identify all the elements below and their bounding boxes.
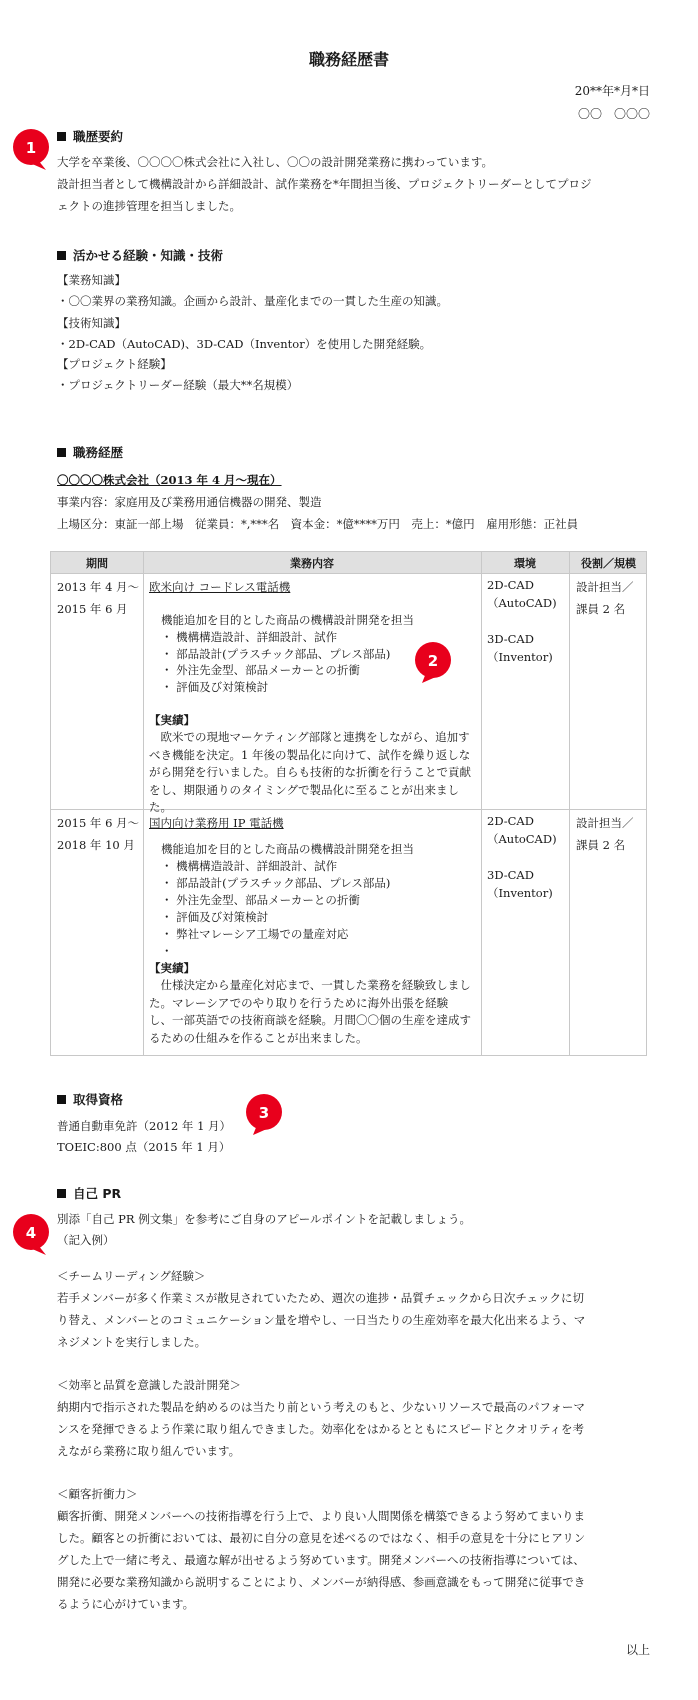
row1-bullet: ・ 外注先金型、部品メーカーとの折衝 (161, 663, 360, 677)
skills-line: 【プロジェクト経験】 (57, 357, 172, 371)
applicant-name: 〇〇 〇〇〇 (577, 107, 650, 121)
closing-mark: 以上 (625, 1643, 650, 1657)
section-qualifications-heading: 取得資格 (57, 1090, 123, 1108)
skills-line: ・2D-CAD（AutoCAD)、3D-CAD（Inventor）を使用した開発経験。 (57, 337, 432, 351)
pr-block-title: ＜効率と品質を意識した設計開発＞ (57, 1378, 241, 1392)
row1-result-label: 【実績】 (149, 713, 195, 727)
square-bullet-icon (57, 1189, 66, 1198)
row2-result-label: 【実績】 (149, 961, 195, 975)
document-title: 職務経歴書 (308, 50, 389, 69)
marker-2-number: 2 (427, 652, 439, 670)
square-bullet-icon (57, 132, 66, 141)
pr-block-title: ＜チームリーディング経験＞ (57, 1269, 206, 1283)
pr-line: グした上で一緒に考え、最適な解が出せるよう努めています。開発メンバーへの技術指導については、 (57, 1553, 585, 1567)
marker-3 (241, 1092, 287, 1138)
square-bullet-icon (57, 251, 66, 260)
row2-bullet: ・ 部品設計(プラスチック部品、プレス部品) (161, 876, 391, 890)
skills-line: ・〇〇業界の業務知識。企画から設計、量産化までの一貫した生産の知識。 (57, 294, 448, 308)
row1-bullet: ・ 機構構造設計、詳細設計、試作 (161, 630, 338, 644)
pr-line: 顧客折衝、開発メンバーへの技術指導を行う上で、より良い人間関係を構築できるよう努めてまいりま (57, 1509, 585, 1523)
skills-line: ・プロジェクトリーダー経験（最大**名規模） (57, 378, 299, 392)
row2-bullet: ・ 評価及び対策検討 (161, 910, 269, 924)
summary-line: 大学を卒業後、〇〇〇〇株式会社に入社し、〇〇の設計開発業務に携わっています。 (57, 155, 493, 169)
row1-bullet: ・ 評価及び対策検討 (161, 680, 269, 694)
marker-3-number: 3 (258, 1104, 270, 1122)
section-skills-heading: 活かせる経験・知識・技術 (57, 246, 223, 264)
row2-bullet: ・ 外注先金型、部品メーカーとの折衝 (161, 893, 360, 907)
row2-bullet: ・ 機構構造設計、詳細設計、試作 (161, 859, 338, 873)
skills-line: 【技術知識】 (57, 316, 126, 330)
marker-4 (8, 1212, 54, 1258)
square-bullet-icon (57, 448, 66, 457)
qualification-item: TOEIC:800 点（2015 年 1 月） (57, 1140, 231, 1154)
pr-intro: 別添「自己 PR 例文集」を参考にご自身のアピールポイントを記載しましょう。 (57, 1212, 472, 1226)
pr-line: ネジメントを実行しました。 (57, 1335, 207, 1349)
row1-period: 2013 年 4 月～ 2015 年 6 月 (57, 580, 140, 616)
row2-result-text: 仕様決定から量産化対応まで、一貫した業務を経験致しました。マレーシアでのやり取りを行うために海外出張を経験し、一部英語での技術商談を経験。月間〇〇個の生産を達成するための仕組みを作ることが出来ました。 (149, 978, 471, 1045)
company-business: 事業内容：家庭用及び業務用通信機器の開発、製造 (57, 495, 322, 509)
row2-environment: 2D-CAD （AutoCAD) 3D-CAD （Inventor) (487, 814, 557, 900)
row1-project-title: 欧米向け コードレス電話機 (149, 580, 291, 594)
row2-intro: 機能追加を目的とした商品の機構設計開発を担当 (161, 842, 414, 856)
marker-1-number: 1 (25, 139, 37, 157)
row2-role: 設計担当／ 課員 2 名 (576, 816, 634, 852)
skills-line: 【業務知識】 (57, 273, 126, 287)
document-date: 20**年*月*日 (574, 84, 650, 98)
pr-line: 納期内で指示された製品を納めるのは当たり前という考えのもと、少ないリソースで最高のパフォーマ (57, 1400, 585, 1414)
pr-line: した。顧客との折衝においては、最初に自分の意見を述べるのではなく、相手の意見を十分にヒアリン (57, 1531, 586, 1545)
row1-role: 設計担当／ 課員 2 名 (576, 580, 634, 616)
square-bullet-icon (57, 1095, 66, 1104)
marker-4-number: 4 (25, 1224, 37, 1242)
pr-block-title: ＜顧客折衝力＞ (57, 1487, 138, 1501)
summary-line: 設計担当者として機構設計から詳細設計、試作業務を*年間担当後、プロジェクトリーダーとしてプロジ (57, 177, 592, 191)
marker-2 (410, 640, 456, 686)
pr-line: ンスを発揮できるよう作業に取り組んできました。効率化をはかるとともにスピードとクオリティを考 (57, 1422, 585, 1436)
row2-project-title: 国内向け業務用 IP 電話機 (149, 816, 284, 830)
pr-line: えながら業務に取り組んでいます。 (57, 1444, 241, 1458)
th-role: 役割／規模 (581, 557, 636, 570)
row1-intro: 機能追加を目的とした商品の機構設計開発を担当 (161, 613, 414, 627)
pr-line: り替え、メンバーとのコミュニケーション量を増やし、一日当たりの生産効率を最大化出来るよう、マ (57, 1313, 586, 1327)
marker-1 (8, 127, 54, 173)
pr-line: 若手メンバーが多く作業ミスが散見されていたため、週次の進捗・品質チェックから日次チェックに切 (57, 1291, 585, 1305)
company-info: 上場区分：東証一部上場 従業員：*,***名 資本金：*億****万円 売上：*億円 雇用形態：正社員 (57, 517, 579, 531)
section-summary-heading: 職歴要約 (57, 127, 123, 145)
row1-bullet: ・ 部品設計(プラスチック部品、プレス部品) (161, 647, 391, 661)
company-name: 〇〇〇〇株式会社（2013 年 4 月～現在） (57, 473, 282, 487)
th-environment: 環境 (514, 557, 536, 570)
summary-line: ェクトの進捗管理を担当しました。 (57, 199, 241, 213)
section-pr-heading: 自己 PR (57, 1184, 121, 1202)
row1-environment: 2D-CAD （AutoCAD) 3D-CAD （Inventor) (487, 578, 557, 664)
row2-bullet: ・ (161, 944, 173, 958)
section-career-heading: 職務経歴 (57, 443, 123, 461)
row2-period: 2015 年 6 月～ 2018 年 10 月 (57, 816, 140, 852)
pr-line: るように心がけています。 (57, 1597, 195, 1611)
qualification-item: 普通自動車免許（2012 年 1 月） (57, 1119, 232, 1133)
career-table (50, 551, 647, 1056)
th-content: 業務内容 (290, 557, 334, 570)
pr-example-label: （記入例） (57, 1233, 115, 1247)
row1-result-text: 欧米での現地マーケティング部隊と連携をしながら、追加すべき機能を決定。1 年後の製品化に向けて、試作を繰り返しながら開発を行いました。自らも技術的な折衝を行うことで貢献をし、期限通りのタイミングで製品化に至ることが出来ました。 (149, 730, 471, 814)
row2-bullet: ・ 弊社マレーシア工場での量産対応 (161, 927, 349, 941)
pr-line: 開発に必要な業務知識から説明することにより、メンバーが納得感、参画意識をもって開発に従事でき (57, 1575, 586, 1589)
th-period: 期間 (86, 557, 108, 570)
